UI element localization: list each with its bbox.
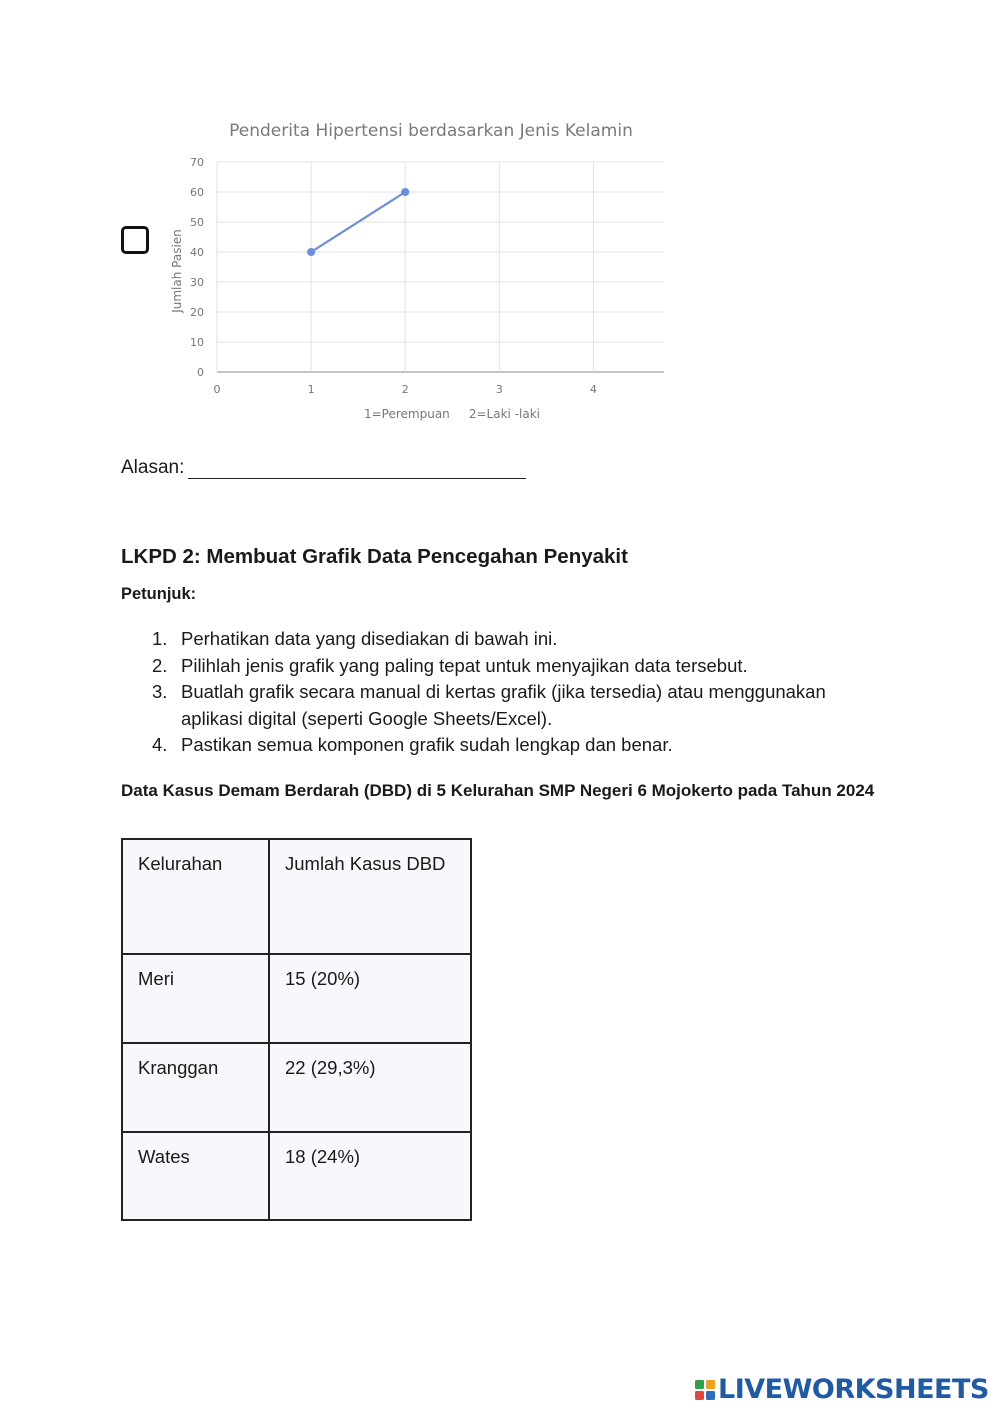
- chart-y-tick-label: 70: [190, 156, 204, 169]
- liveworksheets-logo: [694, 1374, 989, 1405]
- dbd-data-table: [121, 838, 472, 1221]
- data-table-title: Data Kasus Demam Berdarah (DBD) di 5 Kelurahan SMP Negeri 6 Mojokerto pada Tahun 2024: [121, 781, 875, 800]
- chart-y-tick-label: 60: [190, 186, 204, 199]
- instruction-text: Buatlah grafik secara manual di kertas grafik (jika tersedia) atau menggunakan aplikasi digital (seperti Google Sheets/Excel).: [181, 681, 826, 729]
- chart-y-tick-label: 0: [197, 366, 204, 379]
- chart-y-tick-label: 20: [190, 306, 204, 319]
- instruction-text: Pilihlah jenis grafik yang paling tepat untuk menyajikan data tersebut.: [181, 654, 748, 676]
- alasan-label: Alasan:: [121, 457, 185, 478]
- answer-checkbox[interactable]: [121, 226, 149, 254]
- instruction-item: [121, 679, 861, 732]
- chart-x-tick-label: 2: [401, 383, 409, 396]
- liveworksheets-logo-icon: [694, 1379, 716, 1401]
- chart-x-tick-label: 4: [589, 383, 597, 396]
- table-row: [122, 954, 471, 1043]
- table-cell: Meri: [122, 954, 269, 1043]
- instruction-text: Pastikan semua komponen grafik sudah lengkap dan benar.: [181, 734, 673, 755]
- table-header-row: [122, 839, 471, 954]
- chart-y-tick-label: 10: [190, 336, 204, 349]
- table-row: [122, 1132, 471, 1220]
- logo-square: [695, 1380, 704, 1389]
- instruction-list: [121, 626, 861, 759]
- table-cell: 15 (20%): [269, 954, 471, 1043]
- logo-square: [706, 1391, 715, 1400]
- liveworksheets-logo-text: LIVEWORKSHEETS: [718, 1374, 989, 1405]
- logo-square: [706, 1380, 715, 1389]
- alasan-answer-blank[interactable]: [188, 458, 526, 479]
- chart-data-point: [307, 248, 315, 256]
- section-heading: LKPD 2: Membuat Grafik Data Pencegahan Penyakit: [121, 545, 628, 568]
- table-row: [122, 1043, 471, 1132]
- table-cell: Kranggan: [122, 1043, 269, 1132]
- chart-x-tick-label: 1: [307, 383, 315, 396]
- instruction-item: [121, 653, 861, 680]
- instruction-number: 2.: [152, 654, 168, 676]
- logo-square: [695, 1391, 704, 1400]
- chart-y-tick-label: 30: [190, 276, 204, 289]
- instruction-number: 3.: [152, 681, 168, 702]
- instruction-text: Perhatikan data yang disediakan di bawah ini.: [181, 628, 558, 649]
- table-header-cell: Jumlah Kasus DBD: [269, 839, 471, 954]
- chart-x-axis-label: 1=Perempuan 2=Laki -laki: [363, 407, 541, 421]
- table-cell: Wates: [122, 1132, 269, 1220]
- instruction-number: 4.: [152, 734, 168, 755]
- instruction-number: 1.: [152, 628, 168, 649]
- table-cell: 22 (29,3%): [269, 1043, 471, 1132]
- hypertension-line-chart: [160, 110, 680, 430]
- chart-y-tick-label: 40: [190, 246, 204, 259]
- alasan-field: [121, 457, 526, 479]
- chart-grid: [217, 162, 664, 372]
- chart-x-tick-label: 0: [213, 383, 221, 396]
- petunjuk-label: Petunjuk:: [121, 585, 197, 603]
- table-header-cell: Kelurahan: [122, 839, 269, 954]
- instruction-item: [121, 732, 861, 759]
- chart-data-point: [401, 188, 409, 196]
- chart-y-axis-label: Jumlah Pasien: [170, 229, 184, 313]
- chart-y-tick-label: 50: [190, 216, 204, 229]
- instruction-item: [121, 626, 861, 653]
- chart-x-tick-label: 3: [495, 383, 503, 396]
- table-cell: 18 (24%): [269, 1132, 471, 1220]
- chart-title: Penderita Hipertensi berdasarkan Jenis Kelamin: [229, 121, 633, 141]
